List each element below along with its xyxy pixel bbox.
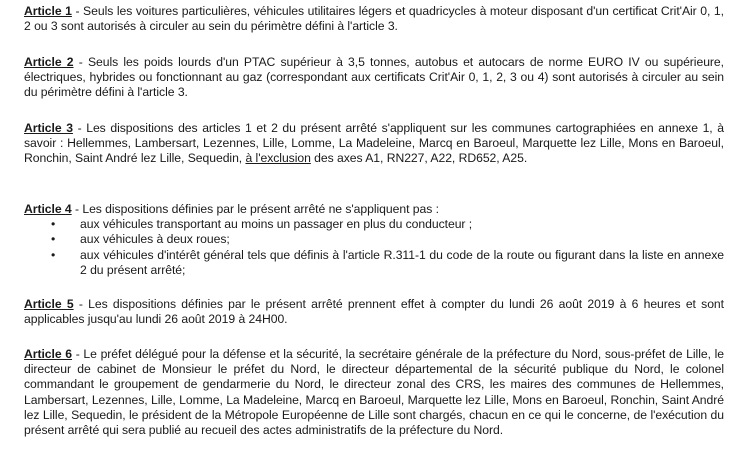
article-3-exclusion: à l'exclusion — [245, 151, 311, 166]
list-item-text: aux véhicules d'intérêt général tels que définis à l'article R.311-1 du code de la route ou figurant dans la liste en annexe 2 du présent arrêté; — [80, 247, 724, 277]
article-2-heading: Article 2 — [24, 55, 74, 69]
article-1 — [24, 4, 724, 34]
bullet-icon: • — [51, 247, 56, 262]
article-5 — [24, 297, 724, 327]
article-5-heading: Article 5 — [24, 297, 74, 311]
article-6-text: - Le préfet délégué pour la défense et la sécurité, la secrétaire générale de la préfecture du Nord, sous-préfet de Lille, le directeur de cabinet de Monsieur le préfet du Nord, le directeur départemental de la sécurité publique du Nord, le colonel commandant le groupement de gendarmerie du Nord, le directeur zonal des CRS, les maires des communes de Hellemmes, Lambersart, Lezennes, Lille, Lomme, La Madeleine, Marcq en Baroeul, Marquette lez Lille, Mons en Baroeul, Ronchin, Saint André lez Lille, Sequedin, le président de la Métropole Européenne de Lille sont chargés, chacun en ce qui le concerne, de l'exécution du présent arrêté qui sera publié au recueil des actes administratifs de la préfecture du Nord. — [24, 347, 724, 438]
bullet-icon: • — [51, 232, 56, 247]
list-item — [51, 232, 724, 247]
article-4-heading: Article 4 — [24, 202, 72, 216]
list-item-text: aux véhicules à deux roues; — [80, 232, 230, 247]
article-5-paragraph — [24, 297, 724, 327]
article-5-text: - Les dispositions définies par le présent arrêté prennent effet à compter du lundi 26 août 2019 à 6 heures et sont applicables jusqu'au lundi 26 août 2019 à 24H00. — [24, 297, 724, 327]
article-6-paragraph — [24, 347, 724, 438]
article-1-text: - Seuls les voitures particulières, véhicules utilitaires légers et quadricycles à moteur disposant d'un certificat Crit'Air 0, 1, 2 ou 3 sont autorisés à circuler au sein du périmètre défini à l'article 3. — [24, 4, 724, 34]
article-4-paragraph — [24, 202, 724, 217]
article-1-heading: Article 1 — [24, 4, 72, 18]
bullet-icon: • — [51, 217, 56, 232]
list-item — [51, 248, 724, 278]
article-4-text: - Les dispositions définies par le présent arrêté ne s'appliquent pas : — [71, 202, 439, 216]
article-3-paragraph — [24, 121, 724, 167]
article-3-text-after: des axes A1, RN227, A22, RD652, A25. — [310, 151, 528, 166]
article-6 — [24, 347, 724, 438]
article-3-text: - Les dispositions des articles 1 et 2 du présent arrêté s'appliquent sur les communes cartographiées en annexe 1, à savoir : Hellemmes, Lambersart, Lezennes, Lille, Lomme, La Madeleine, Marcq en Baroeul, Marquette lez Lille, Mons en Baroeul, Ronchin, Saint André lez Lille, Sequedin, — [24, 121, 725, 166]
article-2-paragraph — [24, 55, 724, 101]
article-2 — [24, 55, 724, 101]
article-3-heading: Article 3 — [24, 121, 73, 135]
article-4-bullet-list — [24, 217, 724, 278]
list-item-text: aux véhicules transportant au moins un passager en plus du conducteur ; — [80, 217, 473, 232]
article-1-paragraph — [24, 4, 724, 34]
list-item — [51, 217, 724, 232]
article-3 — [24, 121, 724, 167]
article-6-heading: Article 6 — [24, 347, 73, 361]
article-4 — [24, 202, 724, 278]
article-2-text: - Seuls les poids lourds d'un PTAC supérieur à 3,5 tonnes, autobus et autocars de norme EURO IV ou supérieure, électriques, hybrides ou fonctionnant au gaz (correspondant aux certificats Crit'Air 0, 1, 2, 3 ou 4) sont autorisés à circuler au sein du périmètre défini à l'article 3. — [24, 55, 724, 100]
